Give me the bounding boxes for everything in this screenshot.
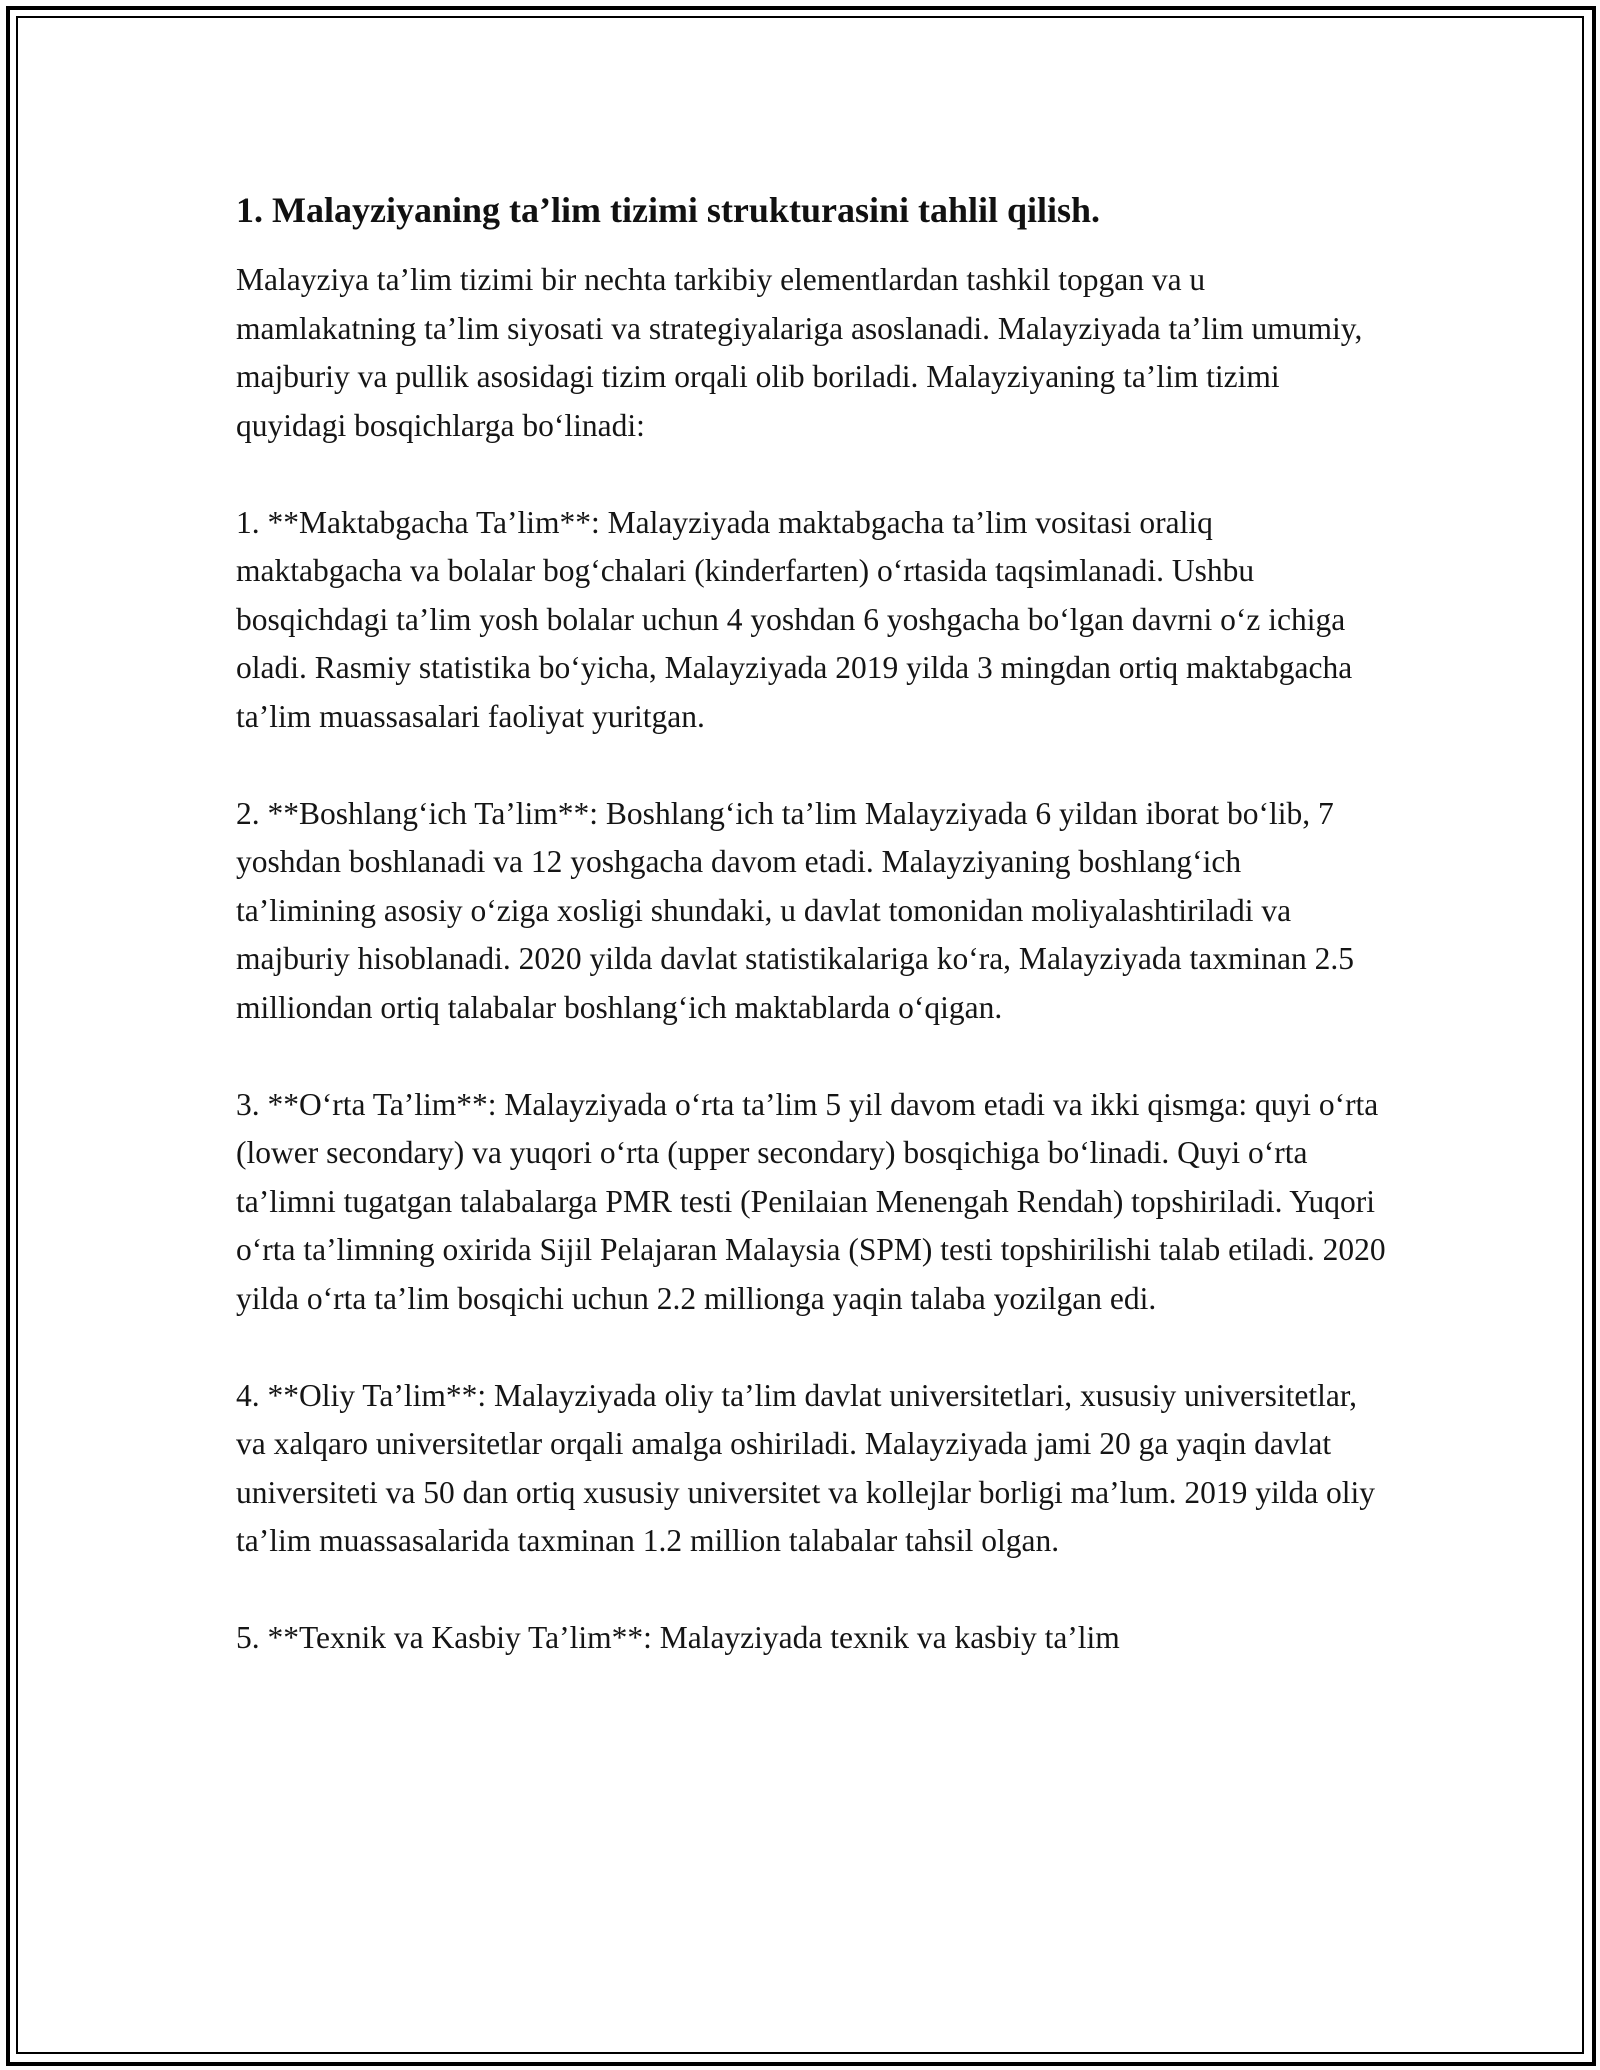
paragraph-secondary: 3. **O‘rta Ta’lim**: Malayziyada o‘rta ta’lim 5 yil davom etadi va ikki qismga: quyi o‘rta (lower secondary) va yuqori o‘rta (upper secondary) bosqichiga bo‘linadi. Quyi o‘rta ta’limni tugatgan talabalarga PMR testi (Penilaian Menengah Rendah) topshiriladi. Yuqori o‘rta ta’limning oxirida Sijil Pelajaran Malaysia (SPM) testi topshirilishi talab etiladi. 2020 yilda o‘rta ta’lim bosqichi uchun 2.2 millionga yaqin talaba yozilgan edi. — [236, 1086, 1386, 1316]
paragraph-vocational: 5. **Texnik va Kasbiy Ta’lim**: Malayziyada texnik va kasbiy ta’lim — [236, 1620, 1120, 1655]
document-body — [236, 186, 1386, 1663]
section-heading: 1. Malayziyaning ta’lim tizimi strukturasini tahlil qilish. — [236, 190, 1101, 230]
paragraph-preschool: 1. **Maktabgacha Ta’lim**: Malayziyada maktabgacha ta’lim vositasi oraliq maktabgacha va bolalar bog‘chalari (kinderfarten) o‘rtasida taqsimlanadi. Ushbu bosqichdagi ta’lim yosh bolalar uchun 4 yoshdan 6 yoshgacha bo‘lgan davrni o‘z ichiga oladi. Rasmiy statistika bo‘yicha, Malayziyada 2019 yilda 3 mingdan ortiq maktabgacha ta’lim muassasalari faoliyat yuritgan. — [236, 504, 1353, 734]
paragraph-higher: 4. **Oliy Ta’lim**: Malayziyada oliy ta’lim davlat universitetlari, xususiy universitetlar, va xalqaro universitetlar orqali amalga oshiriladi. Malayziyada jami 20 ga yaqin davlat universiteti va 50 dan ortiq xususiy universitet va kollejlar borligi ma’lum. 2019 yilda oliy ta’lim muassasalarida taxminan 1.2 million talabalar tahsil olgan. — [236, 1377, 1376, 1558]
intro-paragraph: Malayziya ta’lim tizimi bir nechta tarkibiy elementlardan tashkil topgan va u mamlakatning ta’lim siyosati va strategiyalariga asoslanadi. Malayziyada ta’lim umumiy, majburiy va pullik asosidagi tizim orqali olib boriladi. Malayziyaning ta’lim tizimi quyidagi bosqichlarga bo‘linadi: — [236, 262, 1363, 443]
paragraph-primary: 2. **Boshlang‘ich Ta’lim**: Boshlang‘ich ta’lim Malayziyada 6 yildan iborat bo‘lib, 7 yoshdan boshlanadi va 12 yoshgacha davom etadi. Malayziyaning boshlang‘ich ta’limining asosiy o‘ziga xosligi shundaki, u davlat tomonidan moliyalashtiriladi va majburiy hisoblanadi. 2020 yilda davlat statistikalariga ko‘ra, Malayziyada taxminan 2.5 milliondan ortiq talabalar boshlang‘ich maktablarda o‘qigan. — [236, 795, 1354, 1025]
